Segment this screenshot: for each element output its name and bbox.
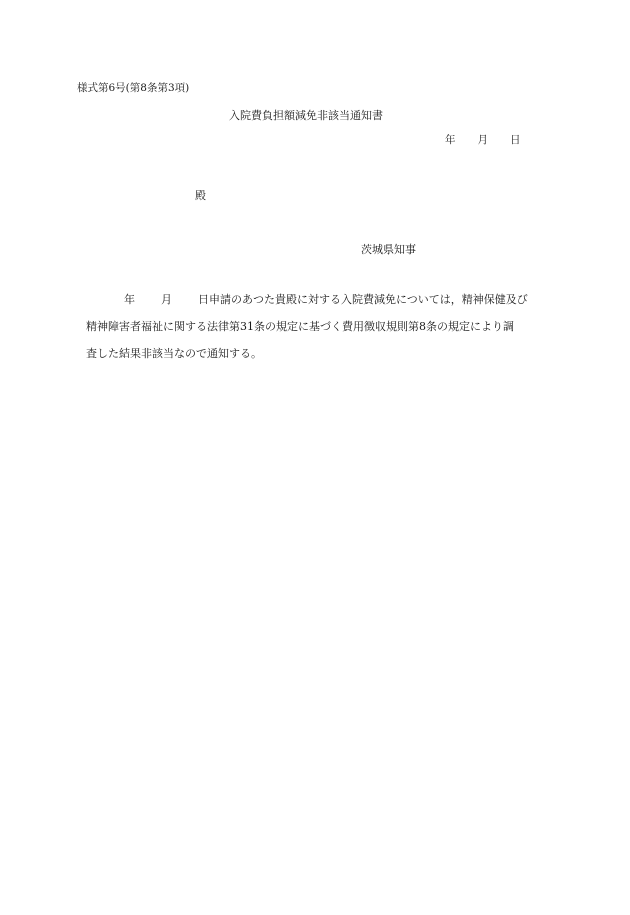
date-day-label: 日: [510, 134, 521, 146]
sender-name: 茨城県知事: [361, 243, 416, 256]
document-title: 入院費負担額減免非該当通知書: [229, 109, 383, 122]
body-line-1-text: 日申請のあつた貴殿に対する入院費減免については，精神保健及び: [198, 293, 528, 306]
issue-date: [445, 135, 521, 146]
application-month-label: 月: [161, 293, 172, 306]
body-line-1: [86, 286, 552, 313]
body-line-3: 査した結果非該当なので通知する。: [86, 347, 262, 360]
application-year-label: 年: [124, 293, 135, 306]
body-line-2: 精神障害者福祉に関する法律第31条の規定に基づく費用徴収規則第8条の規定により調: [86, 320, 514, 333]
notice-body: [86, 286, 552, 367]
date-month-label: 月: [477, 134, 488, 146]
addressee-honorific: 殿: [195, 189, 206, 202]
form-number: 様式第6号(第8条第3項): [77, 82, 190, 94]
date-year-label: 年: [445, 134, 456, 146]
